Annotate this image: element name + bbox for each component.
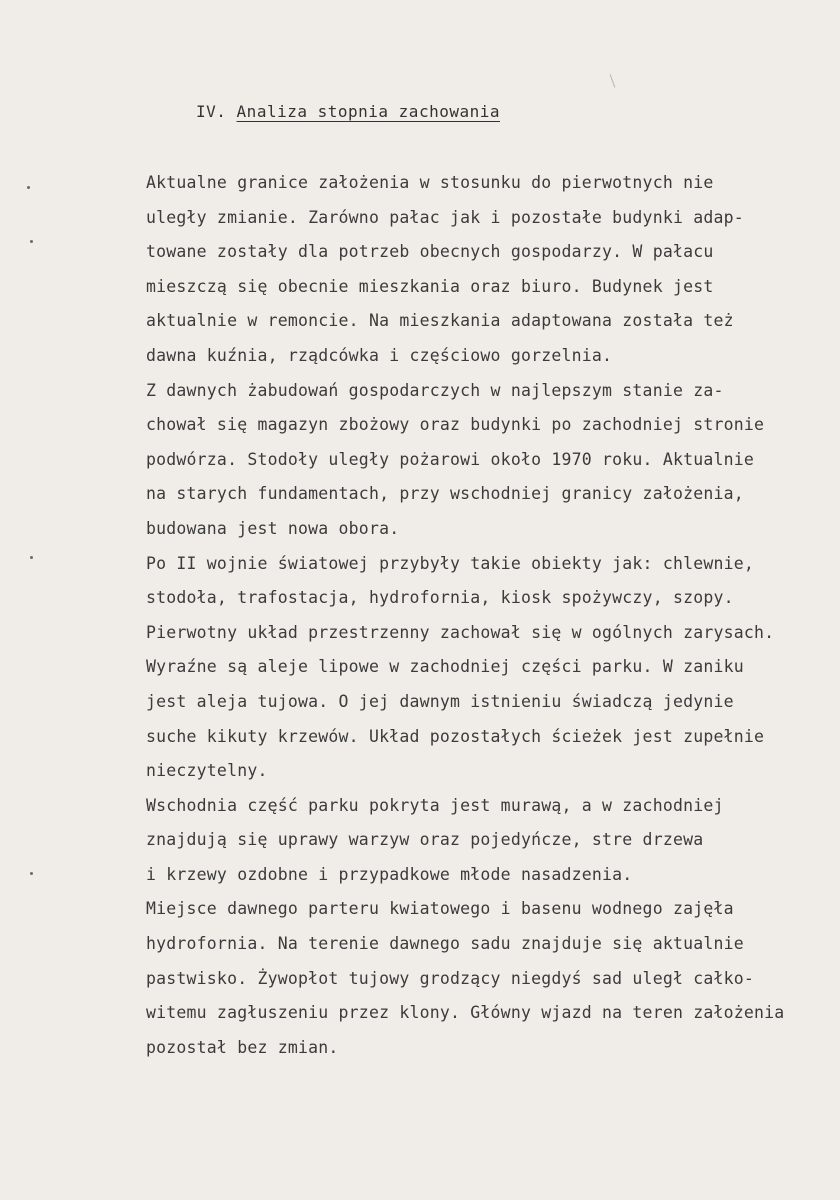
text-line: znajdują się uprawy warzyw oraz pojedyńcze, stre drzewa [146, 830, 704, 850]
text-line: dawna kuźnia, rządcówka i częściowo gorzelnia. [146, 345, 613, 365]
text-line: jest aleja tujowa. O jej dawnym istnieniu świadczą jedynie [146, 691, 734, 711]
text-line: Wyraźne są aleje lipowe w zachodniej części parku. W zaniku [146, 657, 744, 677]
text-line: aktualnie w remoncie. Na mieszkania adaptowana została też [146, 311, 734, 331]
text-line: Aktualne granice założenia w stosunku do pierwotnych nie [146, 173, 714, 192]
margin-mark [30, 872, 33, 875]
body-text [146, 166, 796, 1065]
text-line: witemu zagłuszeniu przez klony. Główny wjazd na teren założenia [146, 1003, 785, 1023]
text-line: stodoła, trafostacja, hydrofornia, kiosk spożywczy, szopy. [146, 588, 734, 608]
section-heading [196, 102, 500, 121]
text-line: suche kikuty krzewów. Układ pozostałych ścieżek jest zupełnie [146, 726, 765, 746]
margin-mark [30, 556, 33, 559]
text-line: towane zostały dla potrzeb obecnych gospodarzy. W pałacu [146, 242, 714, 262]
section-number: IV. [196, 102, 227, 121]
text-line: Miejsce dawnego parteru kwiatowego i basenu wodnego zajęła [146, 899, 734, 919]
text-line: uległy zmianie. Zarówno pałac jak i pozostałe budynki adap- [146, 207, 744, 227]
margin-mark [30, 240, 33, 243]
text-line: Po II wojnie światowej przybyły takie obiekty jak: chlewnie, [146, 553, 755, 573]
margin-mark [27, 186, 30, 189]
text-line: Z dawnych żabudowań gospodarczych w najlepszym stanie za- [146, 380, 724, 400]
text-line: hydrofornia. Na terenie dawnego sadu znajduje się aktualnie [146, 934, 744, 954]
text-line: Wschodnia część parku pokryta jest murawą, a w zachodniej [146, 795, 724, 815]
text-line: i krzewy ozdobne i przypadkowe młode nasadzenia. [146, 864, 633, 884]
text-line: na starych fundamentach, przy wschodniej granicy założenia, [146, 484, 744, 504]
text-line: podwórza. Stodoły uległy pożarowi około 1970 roku. Aktualnie [146, 449, 755, 469]
text-line: nieczytelny. [146, 761, 268, 781]
text-line: pastwisko. Żywopłot tujowy grodzący niegdyś sad uległ całko- [146, 968, 755, 988]
text-line: budowana jest nowa obora. [146, 518, 400, 538]
section-title: Analiza stopnia zachowania [236, 102, 500, 121]
text-line: chował się magazyn zbożowy oraz budynki po zachodniej stronie [146, 415, 765, 435]
text-line: mieszczą się obecnie mieszkania oraz biuro. Budynek jest [146, 276, 714, 296]
text-line: pozostał bez zmian. [146, 1037, 339, 1057]
text-line: Pierwotny układ przestrzenny zachował się w ogólnych zarysach. [146, 622, 775, 642]
paper-scratch [610, 74, 616, 87]
